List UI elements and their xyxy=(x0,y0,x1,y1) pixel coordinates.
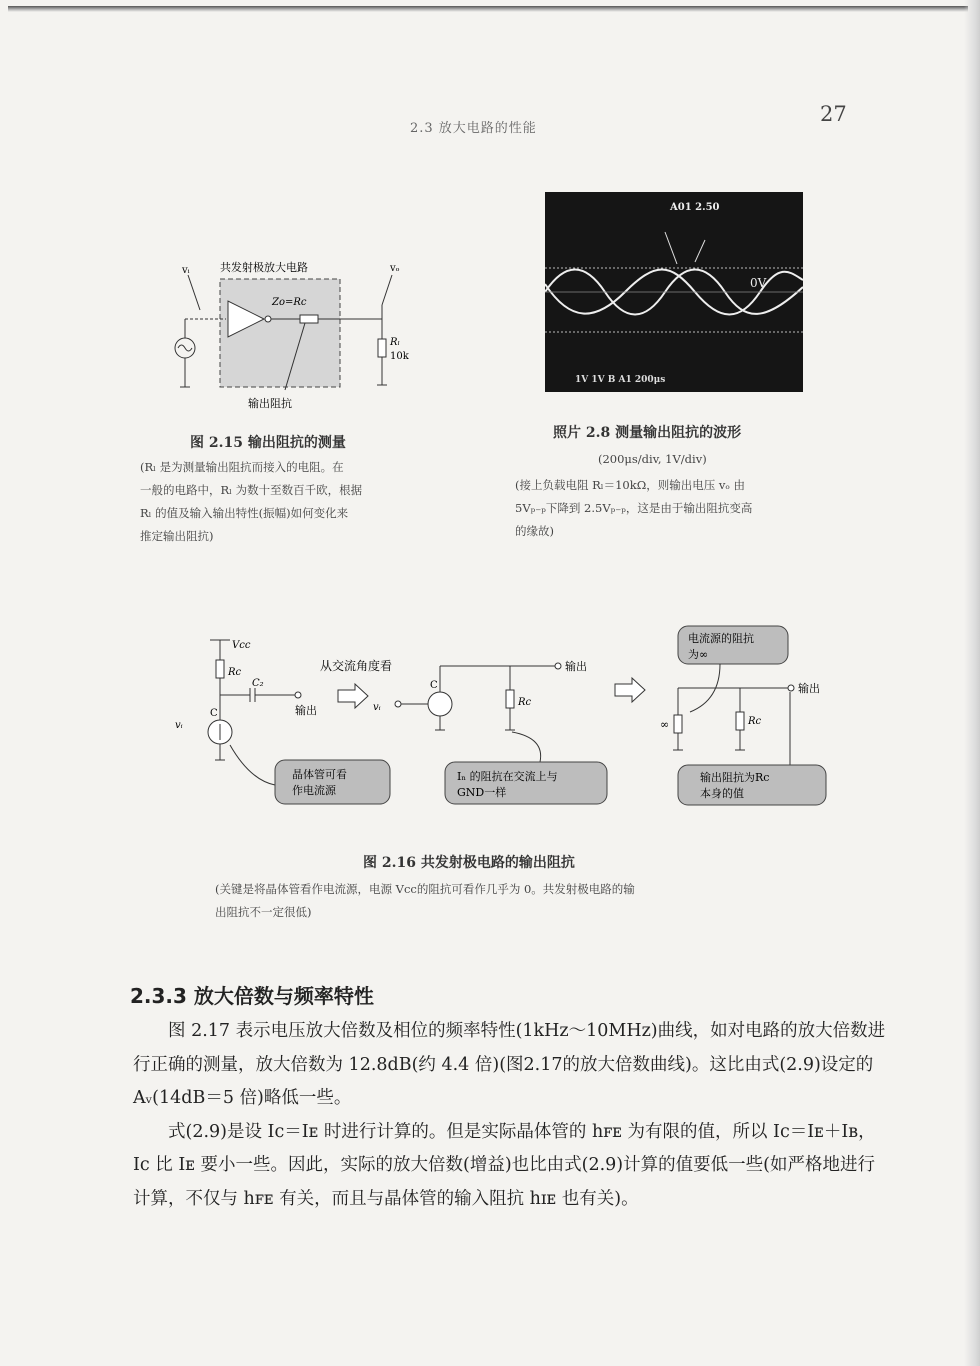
bubble1-pointer xyxy=(230,745,275,785)
svg-text:C: C xyxy=(430,680,438,691)
vcc-label: Vcc xyxy=(232,640,251,651)
figure-2-16-note: (关键是将晶体管看作电流源，电源 Vcc的阻抗可看作几乎为 0。共发射极电路的输 出阻抗不一定很低) xyxy=(215,882,635,919)
oscilloscope-screen xyxy=(545,192,803,392)
svg-text:Iₙ 的阻抗在交流上与: Iₙ 的阻抗在交流上与 xyxy=(457,770,558,783)
body-text xyxy=(133,1015,888,1216)
infinity-label: ∞ xyxy=(660,718,670,731)
amplifier-box-label: 共发射极放大电路 xyxy=(220,261,308,274)
figure-2-16-diagram xyxy=(160,620,840,820)
svg-text:晶体管可看: 晶体管可看 xyxy=(292,768,347,781)
rc-resistor-icon xyxy=(216,660,224,678)
vo-arrow xyxy=(382,275,392,305)
zero-volt-label: 0V xyxy=(750,276,767,290)
photo-2-8-caption: 照片 2.8 测量输出阻抗的波形 xyxy=(553,425,742,441)
svg-text:为∞: 为∞ xyxy=(688,648,709,661)
c-label-1: C xyxy=(210,708,218,719)
figure-2-15-diagram xyxy=(160,255,420,415)
svg-text:Rc: Rc xyxy=(518,697,532,708)
arrow-right-icon-2 xyxy=(615,678,645,702)
arrow-right-icon xyxy=(338,684,368,708)
zo-resistor-icon xyxy=(300,315,318,323)
infinite-resistor-icon xyxy=(674,715,682,733)
vi-arrow xyxy=(188,275,200,310)
photo-2-8-note: (接上负载电阻 Rₗ＝10kΩ，则输出电压 vₒ 由 5Vₚ₋ₚ下降到 2.5Vₚ₋ₚ，这是由于输出阻抗变高 的缘故) xyxy=(515,478,753,538)
paragraph-1: 图 2.17 表示电压放大倍数及相位的频率特性(1kHz～10MHz)曲线，如对电路的放大倍数进行正确的测量，放大倍数为 12.8dB(约 4.4 倍)(图2.17的放大倍数曲线)。这比由式(2.9)设定的 Aᵥ(14dB＝5 倍)略低一些。 xyxy=(133,1021,886,1108)
bubble2-pointer xyxy=(512,732,541,762)
output-impedance-label: 输出阻抗 xyxy=(248,397,292,410)
output-label-3: 输出 xyxy=(798,682,820,695)
figure-2-16-caption: 图 2.16 共发射极电路的输出阻抗 xyxy=(363,855,575,871)
rc-label-1: Rc xyxy=(228,667,242,678)
photo-2-8-subcaption: (200μs/div, 1V/div) xyxy=(598,452,707,466)
oscilloscope-photo xyxy=(545,192,803,392)
svg-text:作电流源: 作电流源 xyxy=(292,784,336,797)
page-top-edge xyxy=(8,6,968,12)
screen-top-readout: A01 2.50 xyxy=(670,202,720,213)
paragraph-2: 式(2.9)是设 Ic＝Iᴇ 时进行计算的。但是实际晶体管的 hꜰᴇ 为有限的值，所以 Ic＝Iᴇ＋Iʙ，Ic 比 Iᴇ 要小一些。因此，实际的放大倍数(增益)也比由式(2.9)计算的值要低一些(如严格地进行计算，不仅与 hꜰᴇ 有关，而且与晶体管的输入阻抗 hɪᴇ 也有关)。 xyxy=(133,1121,876,1209)
rl-value: 10k xyxy=(390,351,409,362)
vi-label: vᵢ xyxy=(182,265,190,276)
running-head: 2.3 放大电路的性能 xyxy=(410,121,537,136)
amplifier-box xyxy=(220,279,340,387)
svg-text:本身的值: 本身的值 xyxy=(700,787,744,800)
figure-2-15-note: (Rₗ 是为测量输出阻抗而接入的电阻。在 一般的电路中，Rₗ 为数十至数百千欧，根据 Rₗ 的值及输入输出特性(振幅)如何变化来 推定输出阻抗) xyxy=(140,460,363,543)
zo-label: Zo=Rc xyxy=(272,297,307,308)
current-source-icon-2 xyxy=(428,692,452,716)
ac-view-label: 从交流角度看 xyxy=(320,659,393,673)
vo-label: vₒ xyxy=(390,263,400,274)
output-label-2: 输出 xyxy=(565,660,587,673)
rl-label: Rₗ xyxy=(390,337,400,348)
svg-text:Rc: Rc xyxy=(748,716,762,727)
figure-2-15-caption: 图 2.15 输出阻抗的测量 xyxy=(190,435,346,451)
svg-text:输出阻抗为Rc: 输出阻抗为Rc xyxy=(700,771,770,784)
svg-text:vᵢ: vᵢ xyxy=(373,702,381,713)
svg-text:电流源的阻抗: 电流源的阻抗 xyxy=(688,632,754,645)
section-title: 2.3.3 放大倍数与频率特性 xyxy=(130,984,374,1008)
svg-text:GND一样: GND一样 xyxy=(457,786,507,799)
c2-label: C₂ xyxy=(252,678,264,689)
vi-label-1: vᵢ xyxy=(175,720,183,731)
rl-resistor-icon xyxy=(378,339,386,357)
page-right-edge xyxy=(964,0,980,1366)
bubble-transistor xyxy=(275,760,390,804)
output-label-1: 输出 xyxy=(295,704,317,717)
screen-bottom-readout: 1V 1V B A1 200μs xyxy=(575,375,666,385)
page-number: 27 xyxy=(820,102,847,126)
